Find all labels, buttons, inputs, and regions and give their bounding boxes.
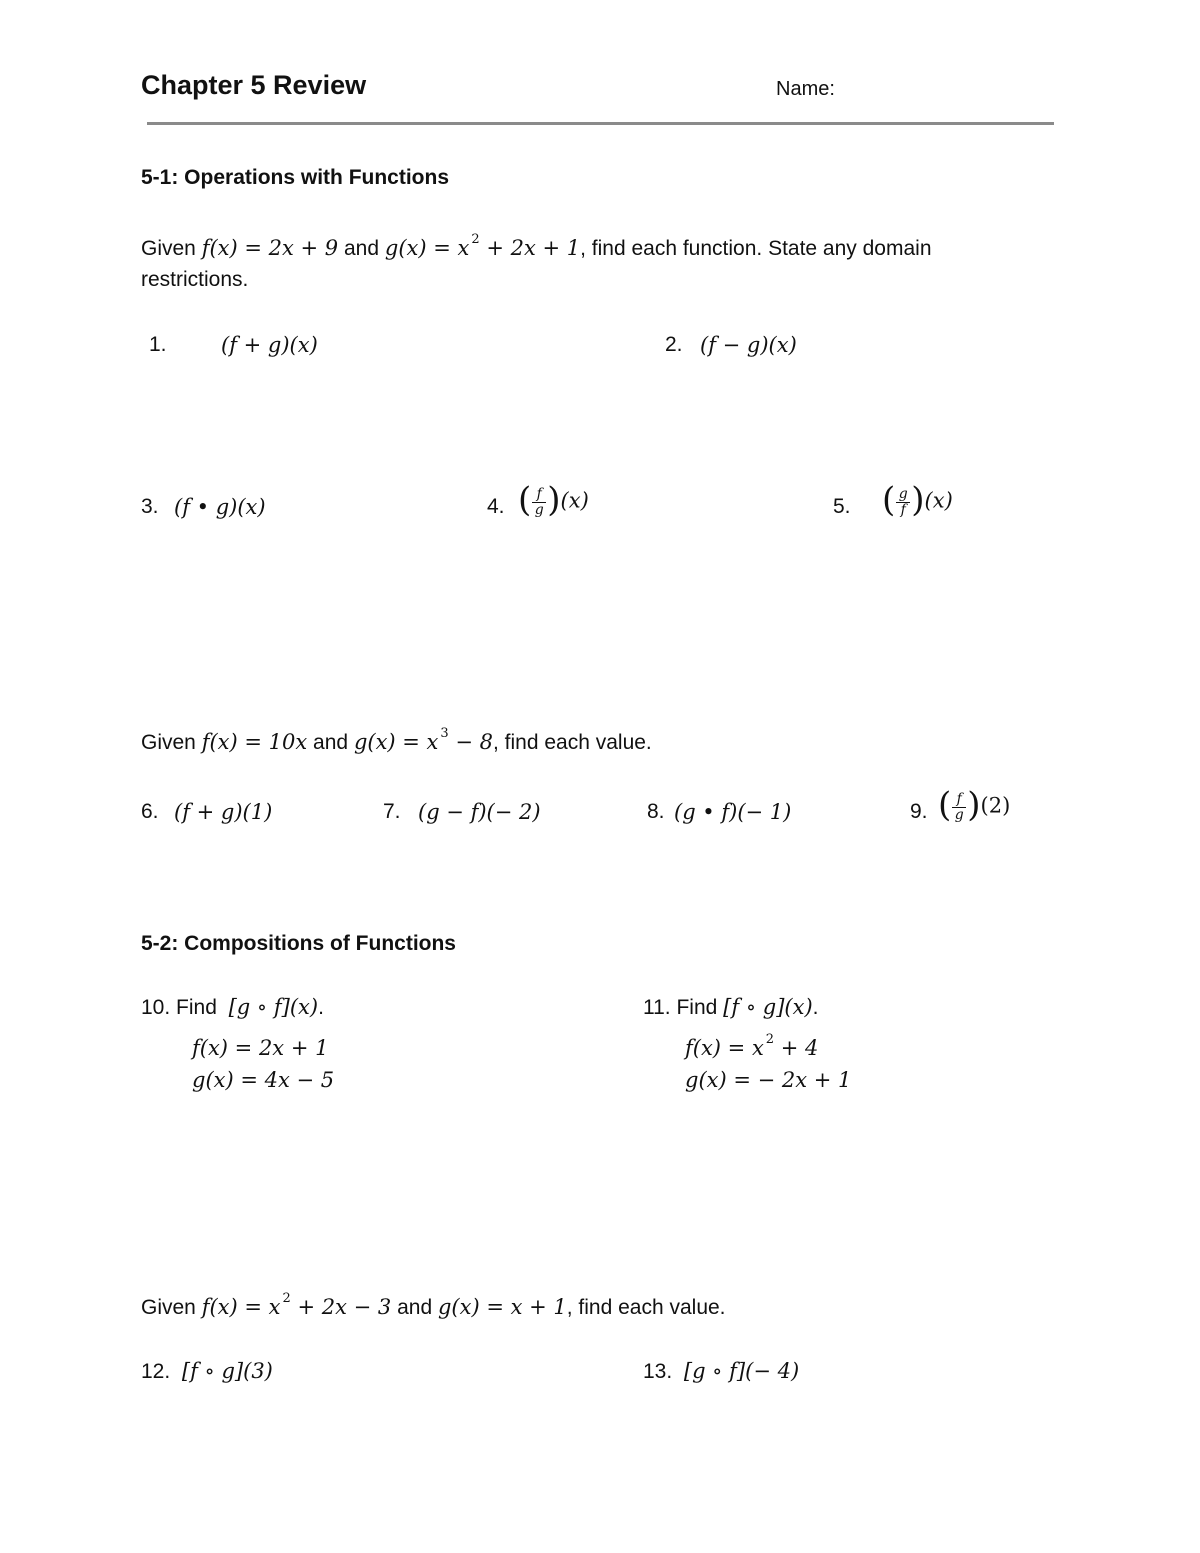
given-statement-2: Given f(x) = 10x and g(x) = x $^3$ − 8, find each value. bbox=[141, 726, 652, 754]
given-statement-1: Given f(x) = 2x + 9 and g(x) = x $^2$ + 2x + 1, find each function. State any domain bbox=[141, 232, 932, 260]
problem-expression: ( $\frac{g}{f}$ )(x) bbox=[882, 480, 953, 520]
header-divider bbox=[147, 122, 1054, 125]
problem-number: 8. bbox=[647, 800, 665, 823]
problem-number: 6. bbox=[141, 800, 159, 823]
fraction: $\frac{f}{g}$ bbox=[952, 792, 966, 823]
problem-number: 2. bbox=[665, 333, 683, 356]
problem-expression: (f + g)(1) bbox=[174, 800, 273, 824]
given-statement-3: Given f(x) = x $^2$ + 2x − 3 and g(x) = x + 1, find each value. bbox=[141, 1291, 726, 1319]
problem-13: 13. [g ∘ f](− 4) bbox=[643, 1359, 800, 1383]
problem-number: 1. bbox=[149, 333, 167, 356]
section-heading-5-2: 5-2: Compositions of Functions bbox=[141, 932, 456, 955]
fraction: $\frac{f}{g}$ bbox=[532, 487, 546, 518]
problem-expression: (f • g)(x) bbox=[174, 495, 266, 519]
f-definition: f(x) = 2x + 9 bbox=[201, 236, 339, 260]
problem-expression: (g − f)(− 2) bbox=[418, 800, 541, 824]
problem-expression: ( $\frac{f}{g}$ )(x) bbox=[518, 480, 589, 520]
problem-12: 12. [f ∘ g](3) bbox=[141, 1359, 273, 1383]
problem-10: 10. Find [g ∘ f](x). bbox=[141, 995, 324, 1019]
problem-expression: (g • f)(− 1) bbox=[674, 800, 792, 824]
problem-number: 9. bbox=[910, 800, 928, 823]
f-definition: f(x) = 2x + 1 bbox=[192, 1036, 329, 1060]
problem-expression: (f − g)(x) bbox=[700, 333, 797, 357]
section-heading-5-1: 5-1: Operations with Functions bbox=[141, 166, 450, 189]
g-definition: g(x) = − 2x + 1 bbox=[685, 1068, 852, 1092]
problem-number: 3. bbox=[141, 495, 159, 518]
g-definition: g(x) = 4x − 5 bbox=[192, 1068, 335, 1092]
fraction: $\frac{g}{f}$ bbox=[896, 487, 910, 518]
name-label: Name: bbox=[776, 78, 835, 100]
problem-number: 4. bbox=[487, 495, 505, 518]
f-definition: f(x) = x $^2$ + 4 bbox=[685, 1032, 819, 1060]
problem-expression: (f + g)(x) bbox=[221, 333, 318, 357]
problem-11: 11. Find [f ∘ g](x). bbox=[643, 995, 819, 1019]
problem-number: 7. bbox=[383, 800, 401, 823]
page-title: Chapter 5 Review bbox=[141, 70, 367, 100]
given-statement-1-cont: restrictions. bbox=[141, 268, 249, 291]
problem-number: 5. bbox=[833, 495, 851, 518]
problem-expression: ( $\frac{f}{g}$ )(2) bbox=[938, 785, 1011, 825]
